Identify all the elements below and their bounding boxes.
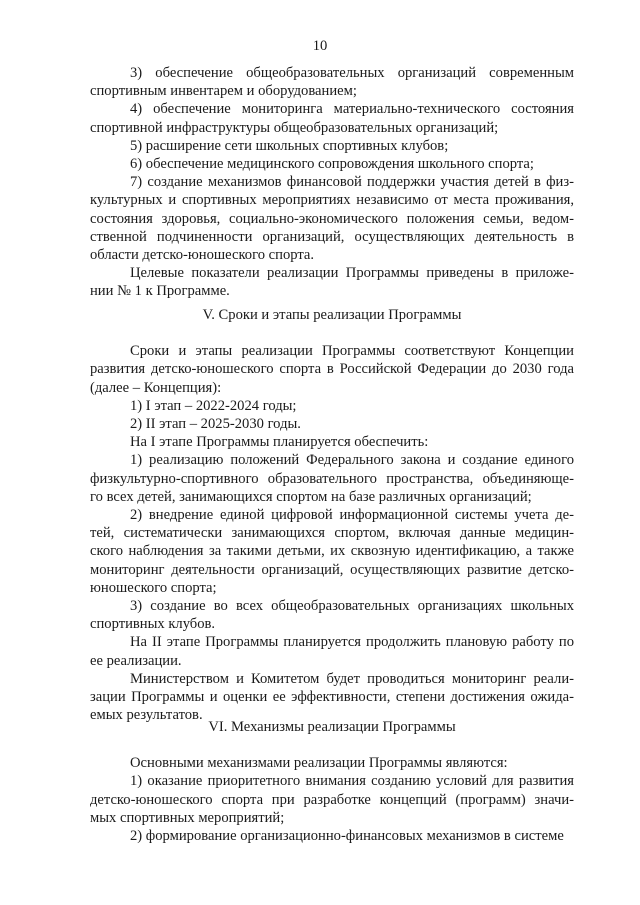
- paragraph-line: 2) II этап – 2025-2030 годы.: [130, 416, 301, 433]
- paragraph-line: 4) обеспечение мониторинга материально-технического состояния: [130, 101, 574, 118]
- paragraph-line: области детско-юношеского спорта.: [90, 247, 315, 264]
- paragraph-line: ее реализации.: [90, 652, 182, 669]
- paragraph-line: нии № 1 к Программе.: [90, 283, 230, 300]
- paragraph-line: 2) внедрение единой цифровой информационной системы учета де-: [130, 507, 574, 524]
- paragraph-line: 1) реализацию положений Федерального закона и создание единого: [130, 452, 574, 469]
- paragraph-line: емых результатов.: [90, 707, 203, 724]
- paragraph-line: культурных и спортивных мероприятиях независимо от места проживания,: [90, 192, 574, 209]
- paragraph-line: детско-юношеского спорта при разработке концепций (программ) значи-: [90, 791, 574, 808]
- paragraph-line: На I этапе Программы планируется обеспечить:: [130, 434, 429, 451]
- paragraph-line: 2) формирование организационно-финансовых механизмов в системе: [130, 828, 564, 845]
- paragraph-line: зации Программы и оценки ее эффективности, степени достижения ожида-: [90, 689, 574, 706]
- section-terms-stages: [90, 306, 574, 724]
- paragraph-line: юношеского спорта;: [90, 579, 217, 596]
- paragraph-line: спортивных клубов.: [90, 616, 216, 633]
- paragraph-line: ственной подчиненности организаций, осуществляющих деятельность в: [90, 228, 574, 245]
- paragraph-line: 1) I этап – 2022-2024 годы;: [130, 397, 297, 414]
- section-heading: V. Сроки и этапы реализации Программы: [202, 307, 462, 323]
- paragraph-line: Целевые показатели реализации Программы приведены в приложе-: [130, 265, 574, 282]
- paragraph-line: 5) расширение сети школьных спортивных клубов;: [130, 137, 449, 154]
- paragraph-line: состояния здоровья, социально-экономического положения семьи, ведом-: [90, 210, 574, 227]
- paragraph-line: мых спортивных мероприятий;: [90, 809, 285, 826]
- paragraph-line: На II этапе Программы планируется продолжить плановую работу по: [130, 634, 574, 651]
- page-number: 10: [312, 38, 328, 54]
- paragraph-line: 6) обеспечение медицинского сопровождения школьного спорта;: [130, 156, 534, 173]
- paragraph-line: 7) создание механизмов финансовой поддержки участия детей в физ-: [130, 174, 574, 191]
- paragraph-line: спортивной инфраструктуры общеобразовательных организаций;: [90, 119, 499, 136]
- paragraph-line: спортивным инвентарем и оборудованием;: [90, 83, 357, 100]
- paragraph-line: го всех детей, занимающихся спортом на базе различных организаций;: [90, 488, 532, 505]
- section-heading: VI. Механизмы реализации Программы: [208, 719, 456, 735]
- paragraph-line: Основными механизмами реализации Программы являются:: [130, 755, 508, 772]
- paragraph-line: развития детско-юношеского спорта в Российской Федерации до 2030 года: [90, 361, 574, 378]
- paragraph-line: Сроки и этапы реализации Программы соответствуют Концепции: [130, 343, 574, 360]
- paragraph-line: ского наблюдения за такими детьми, их сквозную идентификацию, а также: [90, 543, 574, 560]
- paragraph-line: физкультурно-спортивного образовательного пространства, объединяюще-: [90, 470, 574, 487]
- section-mechanisms: [90, 718, 574, 845]
- section-intro-list: [90, 64, 574, 301]
- paragraph-line: 1) оказание приоритетного внимания созданию условий для развития: [130, 773, 574, 790]
- paragraph-line: 3) создание во всех общеобразовательных организациях школьных: [130, 598, 574, 615]
- paragraph-line: мониторинг деятельности организаций, осуществляющих развитие детско-: [90, 561, 574, 578]
- paragraph-line: 3) обеспечение общеобразовательных организаций современным: [130, 65, 574, 81]
- paragraph-line: Министерством и Комитетом будет проводиться мониторинг реали-: [130, 670, 574, 687]
- paragraph-line: тей, систематически занимающихся спортом, включая данные медицин-: [90, 525, 574, 542]
- paragraph-line: (далее – Концепция):: [90, 379, 222, 396]
